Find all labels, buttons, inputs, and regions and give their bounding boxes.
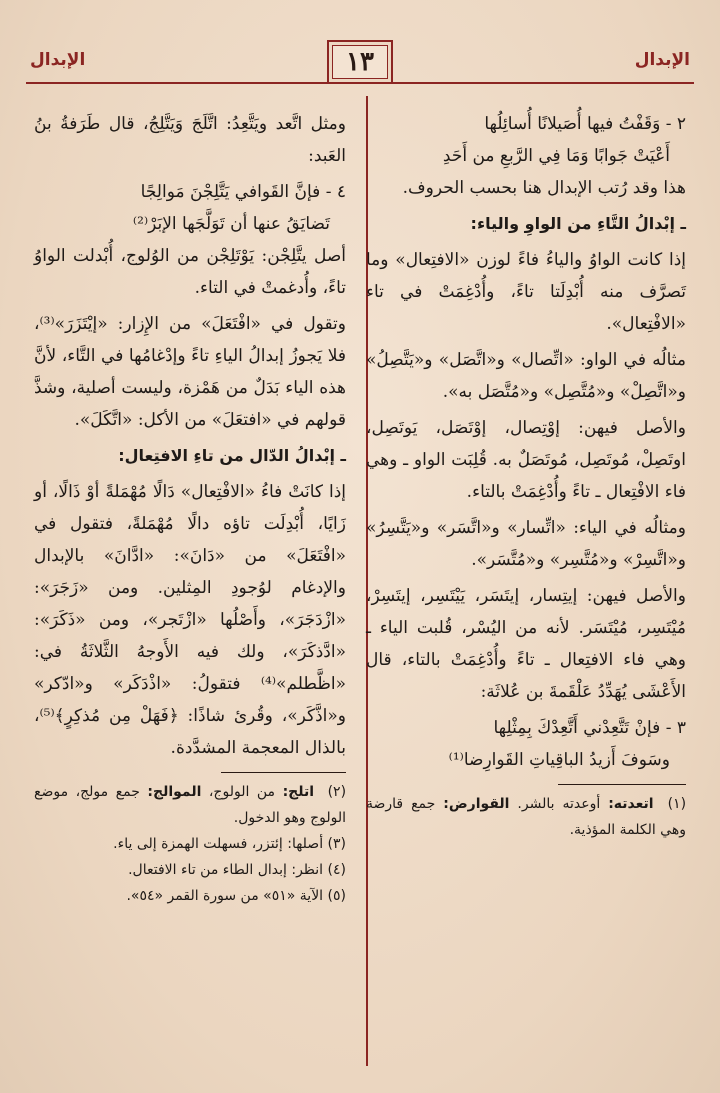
section-heading-dal-from-ta: ـ إبْدالُ الدّال من تاءِ الافتِعال: — [118, 446, 346, 465]
section-heading-ta-from-waw-ya: ـ إبْدالُ التَّاءِ من الواوِ والياء: — [470, 214, 686, 233]
paragraph-ittalaj: ومثل اتَّعد ويَتَّعِدُ: اتَّلَجَ وَيَتَّلِجُ، قال طَرَفةُ بنُ العَبد: — [34, 114, 346, 166]
footnote-3: (٣) أصلها: إئتزر، فسهلت الهمزة إلى ياء. — [113, 836, 346, 852]
running-title-left: الإبدال — [30, 50, 86, 70]
footnote-rule — [558, 784, 686, 785]
header-rule-left — [26, 82, 347, 84]
footnote-1-text-2: جمع قارضة وهي الكلمة المؤذية. — [366, 796, 686, 838]
header-rule-right — [373, 82, 694, 84]
footnote-1-number: (١) — [667, 796, 687, 812]
footnote-2-text-2: جمع مولج، موضع الولوج وهو الدخول. — [34, 784, 346, 826]
footnote-1-term-2: القوارض: — [443, 796, 510, 812]
footnote-2 — [34, 779, 346, 831]
running-title-right: الإبدال — [634, 50, 690, 70]
paragraph-waw-example: مثالُه في الواو: «اتِّصال» و«اتَّصَل» و«يَتَّصِلُ» و«اتَّصِلْ» و«مُتَّصِل» و«مُتَّصَل به». — [366, 350, 686, 402]
paragraph-dal-rule: إذا كانَتْ فاءُ «الافْتِعال» دَالًا مُهْمَلةً أوْ ذَالًا، أو زَايًا، أُبْدِلَت تاؤه دالًا مُهْمَلةً، فتقول في «افْتَعَلَ» من «دَانَ»: «ادَّانَ» بالإبدال والإدغام لوُجودِ المِثلين. ومن «زَجَرَ»: «ازْدَجَرَ»، وأَصْلُها «ازْتَجر»، ومن «ذَكَرَ»: «ادَّذكَرَ»، ولك فيه الأَوجهُ الثَّلاثَةُ في: «اظَّطلم»⁽⁴⁾ فتقولُ: «اذْدَكَر» و«ادّكر» و«اذَّكَر»، وقُرئ شاذًا: ﴿فَهَلْ مِن مُذكِرٍ﴾⁽⁵⁾، بالذال المعجمة المشدَّدة. — [34, 482, 346, 758]
paragraph-itazar: وتقول في «افْتَعَلَ» من الإِزار: «إيْتَزَرَ»⁽³⁾، فلا يَجوزُ إبدالُ الياءِ تاءً وإدْغامُها في التَّاء، لأنَّ هذه الياء بَدَلٌ من هَمْزة، وليست أصلية، وشذَّ قولهم في «افتعَلَ» من الأكل: «اتَّكَلَ». — [34, 314, 346, 430]
paragraph-ordering-note: هذا وقد رُتب الإبدال هنا بحسب الحروف. — [402, 178, 686, 198]
footnotes-left — [34, 779, 346, 909]
footnote-2-term-2: الموالج: — [147, 784, 202, 800]
footnote-4: (٤) انظر: إبدال الطاء من تاء الافتعال. — [128, 862, 346, 878]
verse-3-line-2: وسَوفَ أَزيدُ الباقِياتِ القَوارِضا⁽¹⁾ — [448, 750, 670, 770]
right-column — [366, 108, 686, 843]
page-header — [26, 40, 694, 86]
paragraph-waw-origin: والأصل فيهن: إوْتِصال، إوْتَصَل، يَوتَصِل، اوتَصِلْ، مُوتَصِل، مُوتَصَلٌ به. قُلِبَت الواو ـ وهي فاء الافْتِعال ـ تاءً وأُدْغِمَتْ بالتاء. — [366, 418, 686, 502]
footnote-2-term-1: اتلج: — [282, 784, 315, 800]
paragraph-ya-example: ومثالُه في الياء: «اتِّسار» و«اتَّسَر» و«يَتَّسِرُ» و«اتَّسِرْ» و«مُتَّسِر» و«مُتَّسَر». — [366, 518, 686, 570]
verse-4-line-2: تَضايَقُ عنها أن تَوَلَّجَها الإبَرْ⁽²⁾ — [132, 214, 330, 234]
footnote-1-text-1: أوعدته بالشر. — [517, 796, 601, 812]
footnote-rule-left — [221, 772, 346, 773]
footnotes-right — [366, 791, 686, 843]
verse-3-line-1: ٣ - فإنْ تَتَّعِدْني أَتَّعِدْكَ بِمِثْلِها — [493, 718, 686, 738]
footnote-1 — [366, 791, 686, 843]
footnote-5: (٥) الآية «٥١» من سورة القمر «٥٤». — [126, 888, 346, 904]
paragraph-ya-origin: والأصل فيهن: إيتِسار، إيتَسَر، يَيْتَسِر، إيتَسِرْ، مُيْتَسِر، مُيْتَسَر. لأنه من اليُسْر، قُلبت الياء ـ وهي فاء الافتِعال ـ تاءً وأُدْغِمَتْ بالتاء، قال الأَعْشَى يُهَدِّدُ عَلْقَمةَ بن عُلاثَة: — [366, 586, 686, 702]
page-number: ١٣ — [327, 40, 393, 84]
paragraph-yattalijn-origin: أصل يتَّلِجْن: يَوْتَلِجْن من الوُلوج، أُبْدلت الواوُ تاءً، وأُدغمتْ في التاء. — [34, 246, 346, 298]
left-column — [34, 108, 346, 909]
footnote-2-text-1: من الولوج، — [208, 784, 276, 800]
paragraph-rule: إذا كانت الواوُ والياءُ فاءً لوزن «الافتِعال» وما تَصرَّف منه أُبْدِلَتا تاءً، وأُدْغِمَتْ في تاء «الافْتِعال». — [366, 250, 686, 334]
verse-2-line-1: ٢ - وَقَفْتُ فيها أُصَيلانًا أُسائِلُها — [484, 114, 686, 134]
verse-4-line-1: ٤ - فإنَّ القَوافي يَتَّلِجْنَ مَوالِجًا — [140, 182, 346, 202]
footnote-1-term-1: اتعدته: — [608, 796, 654, 812]
verse-2-line-2: أَعْيَتْ جَوابًا وَمَا فِي الرَّبعِ من أَحَدِ — [442, 146, 670, 166]
footnote-2-number: (٢) — [327, 784, 347, 800]
